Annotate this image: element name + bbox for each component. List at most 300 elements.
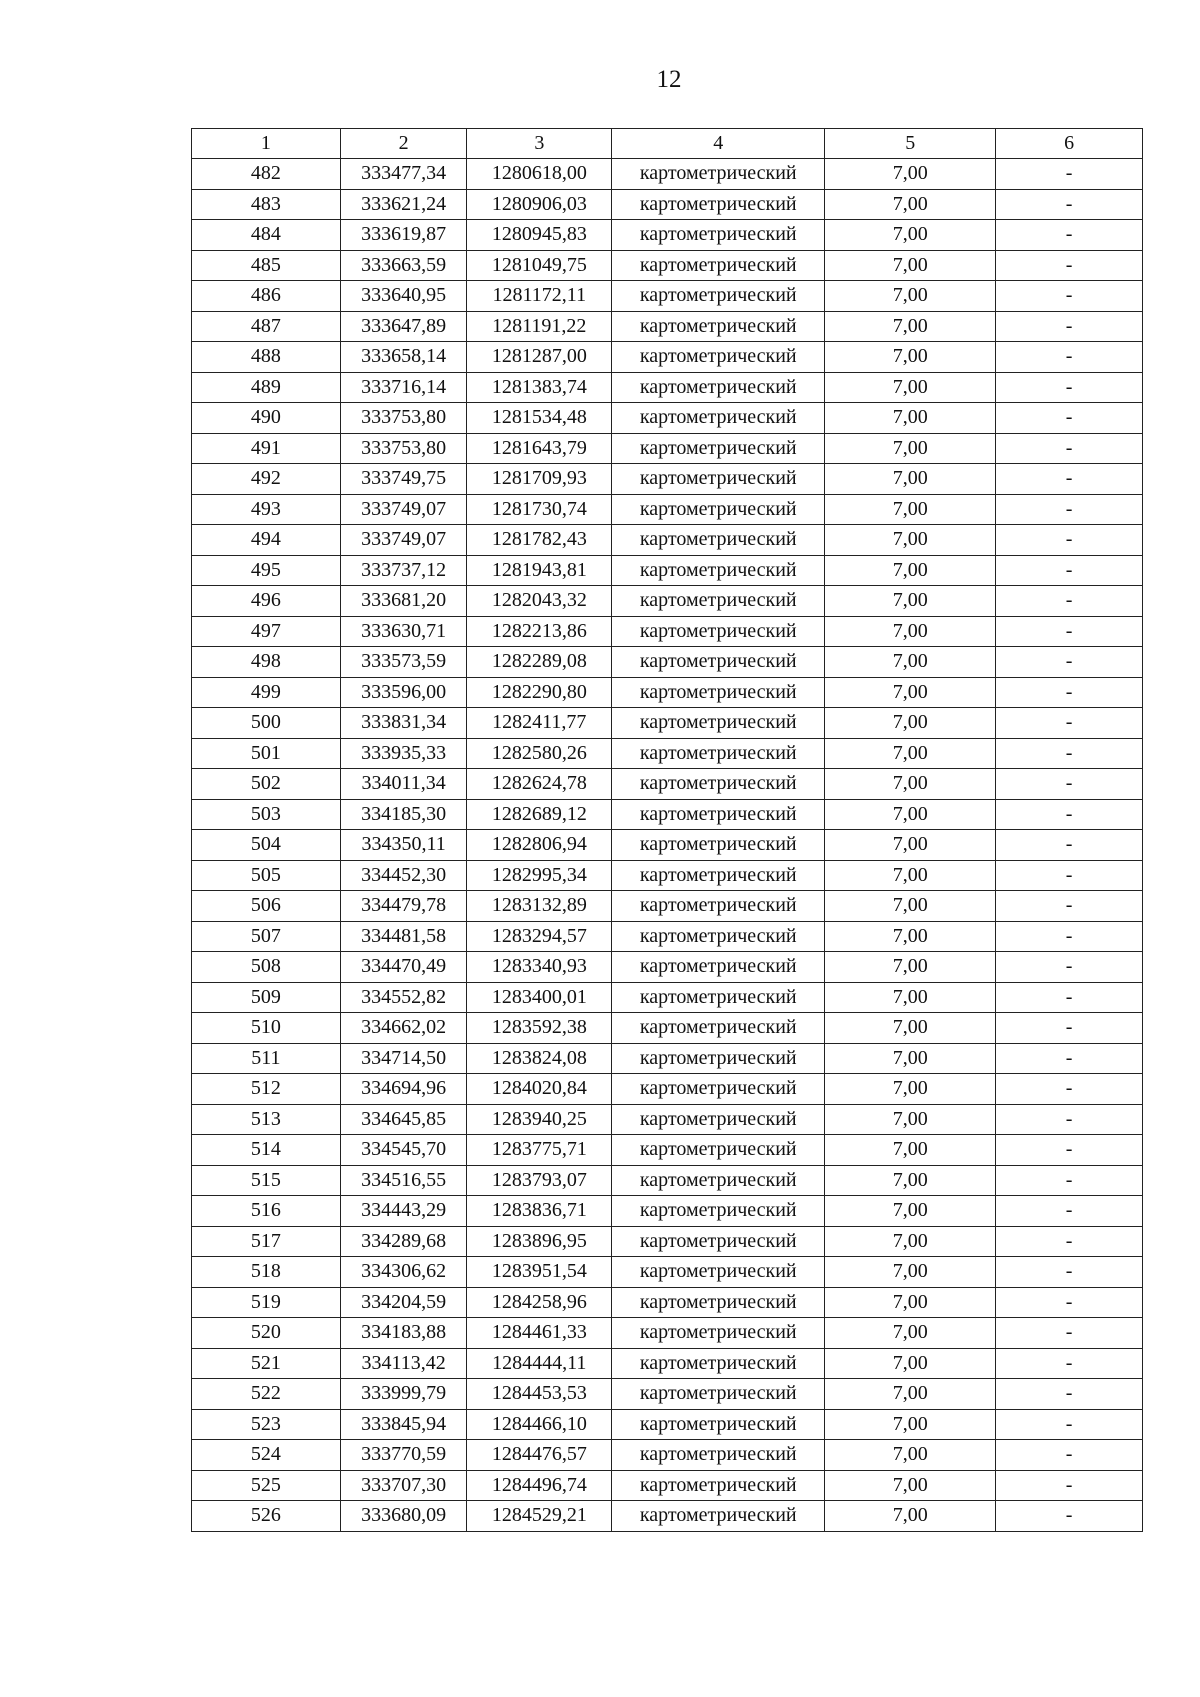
accuracy-cell: 7,00 (825, 677, 996, 708)
description-cell: - (996, 372, 1143, 403)
table-row (192, 799, 1143, 830)
x-coordinate-cell: 333707,30 (340, 1470, 467, 1501)
point-number-cell: 493 (192, 494, 341, 525)
table-row (192, 647, 1143, 678)
table-row (192, 281, 1143, 312)
accuracy-cell: 7,00 (825, 921, 996, 952)
accuracy-cell: 7,00 (825, 403, 996, 434)
point-number-cell: 506 (192, 891, 341, 922)
x-coordinate-cell: 333680,09 (340, 1501, 467, 1532)
description-cell: - (996, 281, 1143, 312)
accuracy-cell: 7,00 (825, 311, 996, 342)
description-cell: - (996, 1470, 1143, 1501)
point-number-cell: 513 (192, 1104, 341, 1135)
y-coordinate-cell: 1280618,00 (467, 159, 612, 190)
point-number-cell: 507 (192, 921, 341, 952)
table-row (192, 1379, 1143, 1410)
description-cell: - (996, 220, 1143, 251)
method-cell: картометрический (612, 982, 825, 1013)
column-header-1: 1 (192, 129, 341, 159)
point-number-cell: 516 (192, 1196, 341, 1227)
method-cell: картометрический (612, 799, 825, 830)
point-number-cell: 496 (192, 586, 341, 617)
y-coordinate-cell: 1284496,74 (467, 1470, 612, 1501)
description-cell: - (996, 1104, 1143, 1135)
method-cell: картометрический (612, 952, 825, 983)
y-coordinate-cell: 1284020,84 (467, 1074, 612, 1105)
accuracy-cell: 7,00 (825, 1165, 996, 1196)
table-row (192, 464, 1143, 495)
point-number-cell: 508 (192, 952, 341, 983)
method-cell: картометрический (612, 1287, 825, 1318)
method-cell: картометрический (612, 525, 825, 556)
method-cell: картометрический (612, 921, 825, 952)
method-cell: картометрический (612, 159, 825, 190)
x-coordinate-cell: 333737,12 (340, 555, 467, 586)
description-cell: - (996, 1287, 1143, 1318)
description-cell: - (996, 464, 1143, 495)
description-cell: - (996, 250, 1143, 281)
table-row (192, 1470, 1143, 1501)
accuracy-cell: 7,00 (825, 433, 996, 464)
table-row (192, 1287, 1143, 1318)
point-number-cell: 497 (192, 616, 341, 647)
y-coordinate-cell: 1281730,74 (467, 494, 612, 525)
accuracy-cell: 7,00 (825, 1257, 996, 1288)
x-coordinate-cell: 334479,78 (340, 891, 467, 922)
accuracy-cell: 7,00 (825, 738, 996, 769)
column-header-6: 6 (996, 129, 1143, 159)
point-number-cell: 505 (192, 860, 341, 891)
table-body (192, 159, 1143, 1532)
accuracy-cell: 7,00 (825, 464, 996, 495)
method-cell: картометрический (612, 189, 825, 220)
table-row (192, 494, 1143, 525)
point-number-cell: 498 (192, 647, 341, 678)
y-coordinate-cell: 1281709,93 (467, 464, 612, 495)
table-row (192, 1074, 1143, 1105)
y-coordinate-cell: 1282213,86 (467, 616, 612, 647)
table-row (192, 708, 1143, 739)
table-row (192, 1043, 1143, 1074)
accuracy-cell: 7,00 (825, 1135, 996, 1166)
y-coordinate-cell: 1280945,83 (467, 220, 612, 251)
x-coordinate-cell: 334694,96 (340, 1074, 467, 1105)
column-header-3: 3 (467, 129, 612, 159)
x-coordinate-cell: 333619,87 (340, 220, 467, 251)
y-coordinate-cell: 1283294,57 (467, 921, 612, 952)
table-row (192, 1165, 1143, 1196)
description-cell: - (996, 1409, 1143, 1440)
y-coordinate-cell: 1281383,74 (467, 372, 612, 403)
x-coordinate-cell: 333845,94 (340, 1409, 467, 1440)
description-cell: - (996, 433, 1143, 464)
description-cell: - (996, 586, 1143, 617)
description-cell: - (996, 891, 1143, 922)
table-row (192, 860, 1143, 891)
table-row (192, 220, 1143, 251)
point-number-cell: 509 (192, 982, 341, 1013)
y-coordinate-cell: 1283951,54 (467, 1257, 612, 1288)
table-row (192, 1501, 1143, 1532)
table-row (192, 372, 1143, 403)
table-row (192, 1409, 1143, 1440)
x-coordinate-cell: 333621,24 (340, 189, 467, 220)
description-cell: - (996, 830, 1143, 861)
description-cell: - (996, 982, 1143, 1013)
description-cell: - (996, 159, 1143, 190)
table-row (192, 1226, 1143, 1257)
table-row (192, 1196, 1143, 1227)
description-cell: - (996, 555, 1143, 586)
accuracy-cell: 7,00 (825, 555, 996, 586)
x-coordinate-cell: 334645,85 (340, 1104, 467, 1135)
table-row (192, 1135, 1143, 1166)
table-row (192, 830, 1143, 861)
description-cell: - (996, 1379, 1143, 1410)
point-number-cell: 502 (192, 769, 341, 800)
point-number-cell: 495 (192, 555, 341, 586)
method-cell: картометрический (612, 342, 825, 373)
method-cell: картометрический (612, 372, 825, 403)
table-row (192, 250, 1143, 281)
method-cell: картометрический (612, 494, 825, 525)
y-coordinate-cell: 1281191,22 (467, 311, 612, 342)
method-cell: картометрический (612, 1104, 825, 1135)
y-coordinate-cell: 1282624,78 (467, 769, 612, 800)
table-row (192, 586, 1143, 617)
point-number-cell: 501 (192, 738, 341, 769)
point-number-cell: 504 (192, 830, 341, 861)
point-number-cell: 512 (192, 1074, 341, 1105)
point-number-cell: 488 (192, 342, 341, 373)
table-row (192, 921, 1143, 952)
x-coordinate-cell: 333770,59 (340, 1440, 467, 1471)
accuracy-cell: 7,00 (825, 1226, 996, 1257)
description-cell: - (996, 189, 1143, 220)
y-coordinate-cell: 1283940,25 (467, 1104, 612, 1135)
method-cell: картометрический (612, 708, 825, 739)
table-row (192, 525, 1143, 556)
x-coordinate-cell: 334516,55 (340, 1165, 467, 1196)
x-coordinate-cell: 334204,59 (340, 1287, 467, 1318)
y-coordinate-cell: 1282411,77 (467, 708, 612, 739)
description-cell: - (996, 525, 1143, 556)
table-row (192, 952, 1143, 983)
description-cell: - (996, 799, 1143, 830)
x-coordinate-cell: 333573,59 (340, 647, 467, 678)
method-cell: картометрический (612, 311, 825, 342)
method-cell: картометрический (612, 891, 825, 922)
table-row (192, 403, 1143, 434)
x-coordinate-cell: 334481,58 (340, 921, 467, 952)
table-row (192, 891, 1143, 922)
column-header-2: 2 (340, 129, 467, 159)
point-number-cell: 526 (192, 1501, 341, 1532)
description-cell: - (996, 1165, 1143, 1196)
table-row (192, 1257, 1143, 1288)
point-number-cell: 485 (192, 250, 341, 281)
point-number-cell: 521 (192, 1348, 341, 1379)
y-coordinate-cell: 1284453,53 (467, 1379, 612, 1410)
method-cell: картометрический (612, 647, 825, 678)
y-coordinate-cell: 1283592,38 (467, 1013, 612, 1044)
point-number-cell: 492 (192, 464, 341, 495)
y-coordinate-cell: 1282689,12 (467, 799, 612, 830)
x-coordinate-cell: 333630,71 (340, 616, 467, 647)
accuracy-cell: 7,00 (825, 1074, 996, 1105)
x-coordinate-cell: 333749,75 (340, 464, 467, 495)
accuracy-cell: 7,00 (825, 1379, 996, 1410)
accuracy-cell: 7,00 (825, 647, 996, 678)
description-cell: - (996, 403, 1143, 434)
point-number-cell: 514 (192, 1135, 341, 1166)
point-number-cell: 523 (192, 1409, 341, 1440)
x-coordinate-cell: 334714,50 (340, 1043, 467, 1074)
table-row (192, 769, 1143, 800)
description-cell: - (996, 647, 1143, 678)
x-coordinate-cell: 334011,34 (340, 769, 467, 800)
table-row (192, 677, 1143, 708)
x-coordinate-cell: 334306,62 (340, 1257, 467, 1288)
accuracy-cell: 7,00 (825, 189, 996, 220)
table-row (192, 982, 1143, 1013)
method-cell: картометрический (612, 1379, 825, 1410)
y-coordinate-cell: 1283836,71 (467, 1196, 612, 1227)
x-coordinate-cell: 334350,11 (340, 830, 467, 861)
y-coordinate-cell: 1283896,95 (467, 1226, 612, 1257)
description-cell: - (996, 1013, 1143, 1044)
y-coordinate-cell: 1284444,11 (467, 1348, 612, 1379)
table-row (192, 433, 1143, 464)
table-row (192, 189, 1143, 220)
description-cell: - (996, 1318, 1143, 1349)
table-row (192, 342, 1143, 373)
x-coordinate-cell: 333716,14 (340, 372, 467, 403)
method-cell: картометрический (612, 403, 825, 434)
x-coordinate-cell: 333640,95 (340, 281, 467, 312)
accuracy-cell: 7,00 (825, 342, 996, 373)
accuracy-cell: 7,00 (825, 952, 996, 983)
description-cell: - (996, 1043, 1143, 1074)
y-coordinate-cell: 1281172,11 (467, 281, 612, 312)
method-cell: картометрический (612, 769, 825, 800)
method-cell: картометрический (612, 1074, 825, 1105)
accuracy-cell: 7,00 (825, 586, 996, 617)
description-cell: - (996, 921, 1143, 952)
method-cell: картометрический (612, 677, 825, 708)
point-number-cell: 522 (192, 1379, 341, 1410)
x-coordinate-cell: 334452,30 (340, 860, 467, 891)
x-coordinate-cell: 333681,20 (340, 586, 467, 617)
y-coordinate-cell: 1282043,32 (467, 586, 612, 617)
method-cell: картометрический (612, 1165, 825, 1196)
accuracy-cell: 7,00 (825, 372, 996, 403)
description-cell: - (996, 1226, 1143, 1257)
method-cell: картометрический (612, 1043, 825, 1074)
x-coordinate-cell: 333753,80 (340, 433, 467, 464)
accuracy-cell: 7,00 (825, 1196, 996, 1227)
y-coordinate-cell: 1283340,93 (467, 952, 612, 983)
point-number-cell: 490 (192, 403, 341, 434)
point-number-cell: 483 (192, 189, 341, 220)
y-coordinate-cell: 1281643,79 (467, 433, 612, 464)
y-coordinate-cell: 1282806,94 (467, 830, 612, 861)
point-number-cell: 500 (192, 708, 341, 739)
method-cell: картометрический (612, 1226, 825, 1257)
method-cell: картометрический (612, 250, 825, 281)
x-coordinate-cell: 333999,79 (340, 1379, 467, 1410)
x-coordinate-cell: 333658,14 (340, 342, 467, 373)
y-coordinate-cell: 1283793,07 (467, 1165, 612, 1196)
accuracy-cell: 7,00 (825, 1501, 996, 1532)
point-number-cell: 489 (192, 372, 341, 403)
description-cell: - (996, 769, 1143, 800)
x-coordinate-cell: 333749,07 (340, 525, 467, 556)
accuracy-cell: 7,00 (825, 159, 996, 190)
accuracy-cell: 7,00 (825, 1470, 996, 1501)
description-cell: - (996, 1501, 1143, 1532)
point-number-cell: 525 (192, 1470, 341, 1501)
table-row (192, 159, 1143, 190)
accuracy-cell: 7,00 (825, 891, 996, 922)
coordinates-table (191, 128, 1143, 1532)
y-coordinate-cell: 1284258,96 (467, 1287, 612, 1318)
description-cell: - (996, 616, 1143, 647)
description-cell: - (996, 708, 1143, 739)
point-number-cell: 503 (192, 799, 341, 830)
method-cell: картометрический (612, 1470, 825, 1501)
table-row (192, 1318, 1143, 1349)
accuracy-cell: 7,00 (825, 494, 996, 525)
accuracy-cell: 7,00 (825, 1409, 996, 1440)
x-coordinate-cell: 333663,59 (340, 250, 467, 281)
y-coordinate-cell: 1282290,80 (467, 677, 612, 708)
method-cell: картометрический (612, 1013, 825, 1044)
accuracy-cell: 7,00 (825, 1440, 996, 1471)
point-number-cell: 519 (192, 1287, 341, 1318)
accuracy-cell: 7,00 (825, 1348, 996, 1379)
method-cell: картометрический (612, 1501, 825, 1532)
method-cell: картометрический (612, 281, 825, 312)
table-row (192, 1013, 1143, 1044)
description-cell: - (996, 1348, 1143, 1379)
point-number-cell: 482 (192, 159, 341, 190)
table-row (192, 555, 1143, 586)
accuracy-cell: 7,00 (825, 1318, 996, 1349)
point-number-cell: 484 (192, 220, 341, 251)
method-cell: картометрический (612, 1409, 825, 1440)
y-coordinate-cell: 1281782,43 (467, 525, 612, 556)
column-header-5: 5 (825, 129, 996, 159)
accuracy-cell: 7,00 (825, 616, 996, 647)
table-row (192, 1348, 1143, 1379)
table-row (192, 1440, 1143, 1471)
point-number-cell: 520 (192, 1318, 341, 1349)
method-cell: картометрический (612, 860, 825, 891)
method-cell: картометрический (612, 220, 825, 251)
y-coordinate-cell: 1282995,34 (467, 860, 612, 891)
y-coordinate-cell: 1284466,10 (467, 1409, 612, 1440)
method-cell: картометрический (612, 464, 825, 495)
description-cell: - (996, 1440, 1143, 1471)
accuracy-cell: 7,00 (825, 860, 996, 891)
method-cell: картометрический (612, 1257, 825, 1288)
point-number-cell: 515 (192, 1165, 341, 1196)
x-coordinate-cell: 334545,70 (340, 1135, 467, 1166)
page-number: 12 (656, 66, 682, 93)
y-coordinate-cell: 1284476,57 (467, 1440, 612, 1471)
x-coordinate-cell: 334289,68 (340, 1226, 467, 1257)
description-cell: - (996, 860, 1143, 891)
point-number-cell: 517 (192, 1226, 341, 1257)
x-coordinate-cell: 334662,02 (340, 1013, 467, 1044)
x-coordinate-cell: 334443,29 (340, 1196, 467, 1227)
x-coordinate-cell: 333753,80 (340, 403, 467, 434)
point-number-cell: 487 (192, 311, 341, 342)
accuracy-cell: 7,00 (825, 830, 996, 861)
x-coordinate-cell: 334470,49 (340, 952, 467, 983)
method-cell: картометрический (612, 738, 825, 769)
accuracy-cell: 7,00 (825, 1287, 996, 1318)
method-cell: картометрический (612, 1135, 825, 1166)
x-coordinate-cell: 333477,34 (340, 159, 467, 190)
method-cell: картометрический (612, 1318, 825, 1349)
accuracy-cell: 7,00 (825, 1043, 996, 1074)
x-coordinate-cell: 333596,00 (340, 677, 467, 708)
y-coordinate-cell: 1284461,33 (467, 1318, 612, 1349)
table-row (192, 311, 1143, 342)
y-coordinate-cell: 1283400,01 (467, 982, 612, 1013)
method-cell: картометрический (612, 1348, 825, 1379)
table-row (192, 616, 1143, 647)
method-cell: картометрический (612, 555, 825, 586)
column-header-4: 4 (612, 129, 825, 159)
point-number-cell: 499 (192, 677, 341, 708)
point-number-cell: 524 (192, 1440, 341, 1471)
y-coordinate-cell: 1282289,08 (467, 647, 612, 678)
point-number-cell: 510 (192, 1013, 341, 1044)
x-coordinate-cell: 334183,88 (340, 1318, 467, 1349)
accuracy-cell: 7,00 (825, 769, 996, 800)
method-cell: картометрический (612, 616, 825, 647)
y-coordinate-cell: 1281943,81 (467, 555, 612, 586)
y-coordinate-cell: 1280906,03 (467, 189, 612, 220)
description-cell: - (996, 952, 1143, 983)
method-cell: картометрический (612, 1440, 825, 1471)
y-coordinate-cell: 1282580,26 (467, 738, 612, 769)
description-cell: - (996, 738, 1143, 769)
method-cell: картометрический (612, 1196, 825, 1227)
accuracy-cell: 7,00 (825, 1013, 996, 1044)
method-cell: картометрический (612, 830, 825, 861)
x-coordinate-cell: 333831,34 (340, 708, 467, 739)
description-cell: - (996, 1135, 1143, 1166)
header-row (192, 129, 1143, 159)
x-coordinate-cell: 334185,30 (340, 799, 467, 830)
accuracy-cell: 7,00 (825, 250, 996, 281)
point-number-cell: 518 (192, 1257, 341, 1288)
method-cell: картометрический (612, 586, 825, 617)
description-cell: - (996, 677, 1143, 708)
accuracy-cell: 7,00 (825, 982, 996, 1013)
table-header (192, 129, 1143, 159)
y-coordinate-cell: 1281534,48 (467, 403, 612, 434)
accuracy-cell: 7,00 (825, 799, 996, 830)
point-number-cell: 494 (192, 525, 341, 556)
description-cell: - (996, 494, 1143, 525)
x-coordinate-cell: 333647,89 (340, 311, 467, 342)
